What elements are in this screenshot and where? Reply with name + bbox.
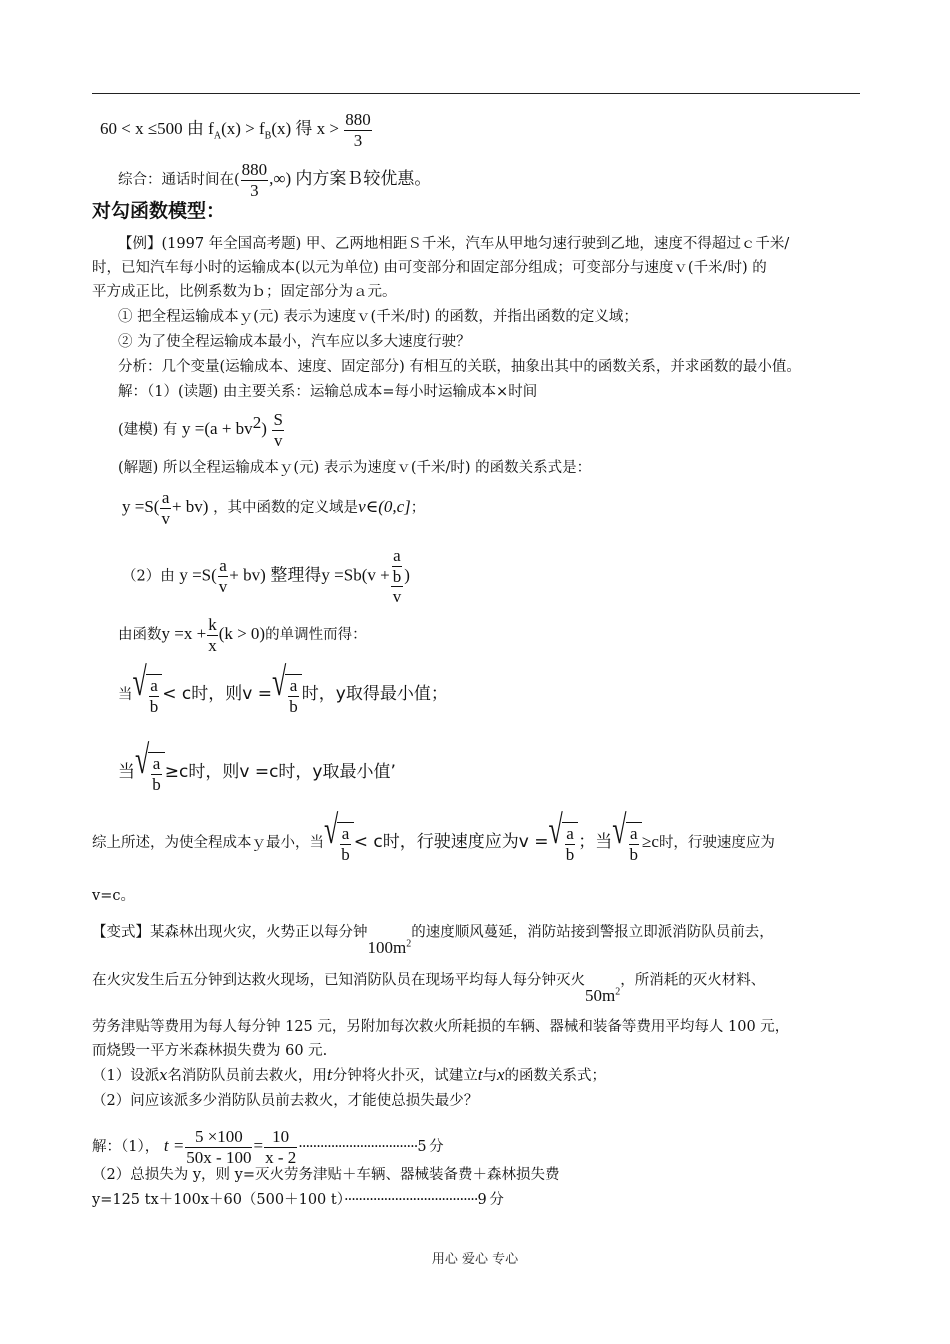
inner-frac	[392, 546, 403, 586]
p2-e: y =Sb(v +	[321, 565, 390, 585]
p2-d: 整理得	[270, 565, 322, 586]
vq1-t: t	[326, 1068, 333, 1084]
vq1-a: （1）设派	[92, 1068, 160, 1084]
frac-num: a	[341, 824, 350, 843]
p2-b: y =S(	[179, 565, 217, 585]
var1-a: 【变式】某森林出现火灾，火势正以每分钟	[92, 924, 368, 941]
frac-num: k	[208, 615, 217, 634]
var2-m: 50m	[585, 985, 616, 1005]
vq1-x2: x	[496, 1065, 505, 1084]
variant-solution-2: （2）总损失为 y，则 y=灭火劳务津贴＋车辆、器械装备费＋森林损失费	[92, 1167, 560, 1183]
sub-b: B	[264, 130, 272, 142]
area-rate-100	[368, 938, 412, 957]
vq1-x: x	[159, 1068, 168, 1084]
f1-e: ；	[410, 500, 426, 517]
case1-a: 当	[118, 687, 133, 704]
var2-sup: 2	[615, 986, 621, 997]
model-line	[118, 410, 285, 450]
fraction-t-1	[185, 1127, 252, 1167]
sqrt-a-b-4: √ $\frac{a}{b}$	[324, 822, 354, 864]
page-footer: 用心 爱心 专心	[431, 1252, 519, 1267]
mono-c: (k > 0)	[218, 624, 266, 644]
var2-b: ，所消耗的灭火材料、	[620, 972, 766, 989]
analysis-line: 分析：几个变量(运输成本、速度、固定部分) 有相互的关联，抽象出其中的函数关系，并求函数的最小值。	[118, 359, 801, 375]
inner-num: a	[393, 546, 401, 565]
model-close: )	[261, 419, 267, 439]
frac-num: 10	[264, 1127, 297, 1148]
frac-den: v	[273, 430, 283, 450]
frac-den: b	[565, 844, 575, 864]
conclusion-line	[92, 807, 775, 864]
sqrt-a-b-3: √ $\frac{a}{b}$	[135, 752, 165, 794]
sqrt-a-b-2: √ $\frac{a}{b}$	[272, 674, 302, 716]
vq1-t2: t	[477, 1065, 483, 1084]
frac-num: a	[630, 824, 638, 843]
frac-num: 5 ×100	[185, 1127, 252, 1148]
p2-c: + bv)	[229, 565, 266, 585]
sqrt-a-b-6: √ $\frac{a}{b}$	[612, 822, 642, 864]
monotonicity-line	[118, 615, 367, 655]
l1-part-c: (x) 得 x >	[271, 118, 339, 138]
frac-num: a	[219, 556, 227, 576]
fraction-k-x	[207, 615, 218, 655]
model-sup: 2	[252, 413, 262, 433]
fraction-880-3-b	[241, 160, 269, 200]
vq1-e: 的函数关系式；	[504, 1068, 607, 1084]
l2-part-a: 综合：通话时间在(	[118, 172, 240, 189]
fraction-s-v	[272, 410, 283, 450]
var1-sup: 2	[406, 938, 412, 949]
l2-part-b: ,∞) 内方案Ｂ较优惠。	[269, 169, 432, 189]
frac-num: 880	[345, 110, 371, 129]
vq1-d: 与	[482, 1068, 497, 1084]
frac-den: b	[152, 774, 161, 794]
l1-part-b: (x) > f	[221, 118, 265, 138]
frac-den: v	[161, 508, 170, 528]
sum-b: < c时，行驶速度应为v =	[353, 832, 549, 853]
case1-c: 时，y取得最小值；	[301, 684, 448, 705]
fraction-ab-v	[391, 546, 404, 607]
model-formula: y =(a + bv	[182, 419, 253, 439]
fraction-t-2	[264, 1127, 297, 1167]
variant-question-2: （2）问应该派多少消防队员前去救火，才能使总损失最少？	[92, 1093, 479, 1109]
l1-part-a: 60 < x ≤500 由 f	[100, 118, 214, 138]
variant-line-4: 而烧毁一平方米森林损失费为 60 元.	[92, 1043, 328, 1059]
example-line-1: 【例】(1997 年全国高考题) 甲、乙两地相距Ｓ千米，汽车从甲地匀速行驶到乙地，速度不得超过ｃ千米/	[118, 236, 790, 252]
sqrt-a-b: √ $\frac{a}{b}$	[133, 674, 163, 716]
mono-a: 由函数	[118, 627, 162, 644]
mono-b: y =x +	[161, 624, 207, 644]
var1-m: 100m	[367, 937, 407, 957]
vs1-a: 解：（1），	[92, 1139, 160, 1156]
frac-den: b	[629, 844, 639, 864]
area-rate-50	[585, 986, 620, 1005]
variant-solution-1	[92, 1127, 443, 1167]
frac-num: a	[152, 754, 161, 773]
variant-line-3: 劳务津贴等费用为每人每分钟 125 元，另附加每次救火所耗损的车辆、器械和装备等费用平均每人 100 元，	[92, 1019, 790, 1035]
frac-den: x	[208, 635, 217, 655]
vs3-dots: ·····································9 分	[343, 1192, 503, 1208]
f1-c: ，其中函数的定义域是	[213, 500, 359, 517]
frac-den: v	[392, 587, 402, 607]
vq1-b: 名消防队员前去救火，用	[167, 1068, 327, 1084]
summary-interval-line	[118, 160, 431, 200]
f1-a: y =S(	[122, 497, 160, 517]
fraction-880-3	[344, 110, 372, 150]
frac-den: 50x - 100	[186, 1147, 252, 1167]
frac-den: 3	[353, 130, 363, 150]
f1-b: + bv)	[171, 497, 209, 517]
frac-den: v	[218, 576, 228, 596]
section-heading: 对勾函数模型：	[92, 200, 226, 222]
sqrt-a-b-5: √ $\frac{a}{b}$	[548, 822, 578, 864]
cost-inequality-line	[100, 110, 373, 150]
solution-line-1: 解：（1）(读题) 由主要关系：运输总成本=每小时运输成本×时间	[118, 384, 538, 400]
conclusion-tail: v=c。	[92, 888, 135, 904]
vs1-t: t =	[163, 1136, 185, 1156]
p2-f: )	[404, 565, 410, 585]
frac-num: a	[161, 488, 170, 507]
case2-b: ≥c时，则v =c时，y取最小值’	[164, 762, 396, 783]
fraction-a-v	[160, 488, 171, 528]
sum-f: 时，行驶速度应为	[658, 835, 775, 852]
frac-num: a	[150, 676, 158, 695]
frac-num: 880	[241, 160, 268, 179]
frac-den: b	[341, 844, 350, 864]
frac-num: a	[566, 824, 574, 843]
vs1-eq: =	[253, 1136, 264, 1156]
example-line-2: 时，已知汽车每小时的运输成本(以元为单位) 由可变部分和固定部分组成；可变部分与速度ｖ(千米/时) 的	[92, 260, 767, 276]
vq1-c: 分钟将火扑灭，试建立	[332, 1068, 478, 1084]
variant-line-2	[92, 966, 766, 1005]
var2-a: 在火灾发生后五分钟到达救火现场，已知消防队员在现场平均每人每分钟灭火	[92, 972, 585, 989]
frac-den: b	[289, 696, 298, 716]
case-2-line	[118, 737, 396, 794]
header-rule	[92, 93, 860, 94]
frac-num: S	[273, 410, 283, 429]
question-1: ① 把全程运输成本ｙ(元) 表示为速度ｖ(千米/时) 的函数，并指出函数的定义域；	[118, 309, 638, 325]
inner-den: b	[392, 566, 402, 586]
part2-line	[122, 546, 410, 607]
solve-line: (解题) 所以全程运输成本ｙ(元) 表示为速度ｖ(千米/时) 的函数关系式是：	[118, 460, 592, 476]
sum-e: ≥c	[642, 832, 659, 852]
variant-question-1	[92, 1065, 606, 1086]
sub-a: A	[213, 130, 222, 142]
question-2: ② 为了使全程运输成本最小，汽车应以多大速度行驶？	[118, 334, 471, 350]
model-label: (建模) 有	[118, 422, 178, 439]
vs3-a: y=125 tx＋100x＋60（500＋100 t）	[92, 1192, 344, 1208]
variant-solution-3	[92, 1190, 503, 1210]
case-1-line	[118, 659, 448, 716]
p2-a: （2）由	[122, 568, 175, 585]
vs1-dots: ·································5 分	[298, 1139, 443, 1156]
frac-den: x - 2	[265, 1147, 297, 1167]
frac-num-ab	[391, 546, 404, 587]
cost-function-line	[122, 488, 425, 528]
case2-a: 当	[118, 762, 135, 783]
fraction-a-v-2	[218, 556, 229, 596]
domain: v∈(0,c]	[358, 497, 411, 517]
sum-c: ；当	[578, 832, 613, 853]
frac-den: 3	[250, 180, 259, 200]
example-line-3: 平方成正比，比例系数为ｂ；固定部分为ａ元。	[92, 284, 397, 300]
case1-b: < c时，则v =	[162, 684, 272, 705]
variant-line-1	[92, 918, 774, 957]
var1-b: 的速度顺风蔓延，消防站接到警报立即派消防队员前去，	[411, 924, 774, 941]
sum-a: 综上所述，为使全程成本ｙ最小，当	[92, 835, 324, 852]
mono-d: 的单调性而得：	[265, 627, 367, 644]
frac-num: a	[289, 676, 298, 695]
frac-den: b	[149, 696, 159, 716]
